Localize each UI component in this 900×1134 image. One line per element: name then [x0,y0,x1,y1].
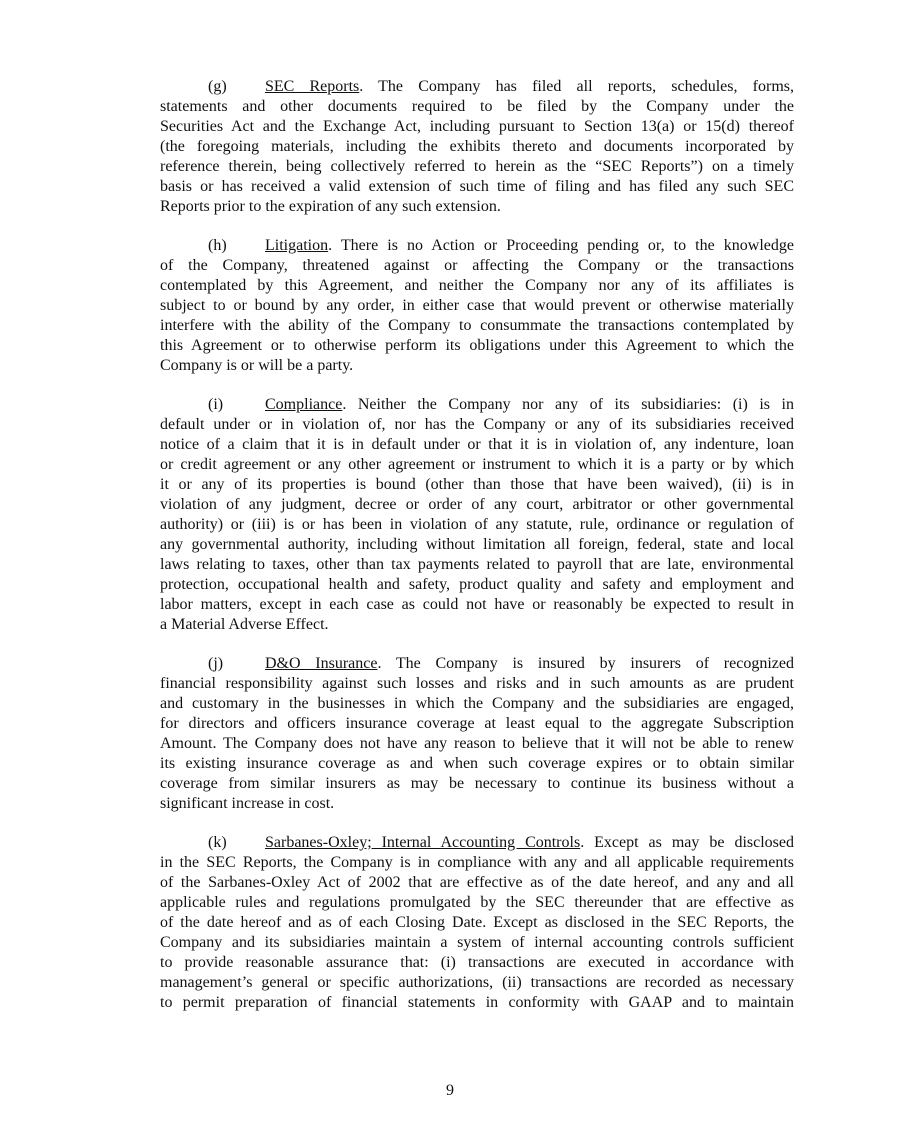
paragraph-line [160,395,794,415]
paragraph-line: (the foregoing materials, including the exhibits thereto and documents incorporated by [160,138,794,155]
paragraph-line: Company is or will be a party. [160,357,354,374]
paragraph-line: significant increase in cost. [160,795,335,812]
section-heading: D&O Insurance [265,655,378,672]
section-paragraph [160,654,794,814]
paragraph-line [160,236,794,256]
paragraph-line: labor matters, except in each case as could not have or reasonably be expected to result in [160,596,794,613]
paragraph-line: this Agreement or to otherwise perform its obligations under this Agreement to which the [160,337,794,354]
section-text: . There is no Action or Proceeding pending or, to the knowledge [328,237,794,254]
paragraph-line: and customary in the businesses in which the Company and the subsidiaries are engaged, [160,695,794,712]
paragraph-line: for directors and officers insurance coverage at least equal to the aggregate Subscription [160,715,794,732]
section-text: . The Company is insured by insurers of recognized [377,655,794,672]
section-heading: Litigation [265,237,329,254]
paragraph-line [160,77,794,97]
paragraph-line: violation of any judgment, decree or order of any court, arbitrator or other governmental [160,496,794,513]
section-paragraph [160,833,794,1013]
paragraph-line: to permit preparation of financial statements in conformity with GAAP and to maintain [160,994,794,1011]
paragraph-line: default under or in violation of, nor has the Company or any of its subsidiaries received [160,416,794,433]
paragraph-line: applicable rules and regulations promulgated by the SEC thereunder that are effective as [160,894,794,911]
paragraph-line: subject to or bound by any order, in either case that would prevent or otherwise materially [160,297,794,314]
paragraph-line: of the Sarbanes-Oxley Act of 2002 that are effective as of the date hereof, and any and all [160,874,794,891]
section-heading: Sarbanes-Oxley; Internal Accounting Controls [265,834,581,851]
paragraph-line: notice of a claim that it is in default under or that it is in violation of, any indenture, loan [160,436,794,453]
paragraph-line: its existing insurance coverage as and when such coverage expires or to obtain similar [160,755,794,772]
section-label: (j) [208,655,224,672]
paragraph-line: management’s general or specific authorizations, (ii) transactions are recorded as necessary [160,974,794,991]
paragraph-line: authority) or (iii) is or has been in violation of any statute, rule, ordinance or regulation of [160,516,794,533]
paragraph-line: of the Company, threatened against or affecting the Company or the transactions [160,257,794,274]
paragraph-line: any governmental authority, including without limitation all foreign, federal, state and local [160,536,794,553]
paragraph-line: protection, occupational health and safety, product quality and safety and employment and [160,576,794,593]
section-label: (k) [208,834,227,851]
page-number: 9 [446,1082,454,1099]
paragraph-line: coverage from similar insurers as may be necessary to continue its business without a [160,775,794,792]
section-label: (h) [208,237,227,254]
paragraph-line: Company and its subsidiaries maintain a system of internal accounting controls sufficient [160,934,794,951]
section-paragraph [160,395,794,635]
paragraph-line: of the date hereof and as of each Closing Date. Except as disclosed in the SEC Reports, the [160,914,794,931]
paragraph-line: it or any of its properties is bound (other than those that have been waived), (ii) is in [160,476,794,493]
paragraph-line: or credit agreement or any other agreement or instrument to which it is a party or by which [160,456,794,473]
paragraph-line: financial responsibility against such losses and risks and in such amounts as are prudent [160,675,794,692]
paragraph-line [160,833,794,853]
paragraph-line: reference therein, being collectively referred to herein as the “SEC Reports”) on a timely [160,158,794,175]
paragraph-line: Reports prior to the expiration of any such extension. [160,198,501,215]
section-label: (i) [208,396,224,413]
paragraph-line: laws relating to taxes, other than tax payments related to payroll that are late, environmental [160,556,794,573]
section-heading: Compliance [265,396,343,413]
paragraph-line: to provide reasonable assurance that: (i) transactions are executed in accordance with [160,954,794,971]
paragraph-line: contemplated by this Agreement, and neither the Company nor any of its affiliates is [160,277,794,294]
paragraph-line: Amount. The Company does not have any reason to believe that it will not be able to renew [160,735,794,752]
section-label: (g) [208,78,227,95]
paragraph-line: a Material Adverse Effect. [160,616,329,633]
paragraph-line: basis or has received a valid extension of such time of filing and has filed any such SEC [160,178,794,195]
section-paragraph [160,77,794,217]
section-text: . The Company has filed all reports, schedules, forms, [359,78,794,95]
paragraph-line [160,654,794,674]
section-text: . Neither the Company nor any of its subsidiaries: (i) is in [342,396,794,413]
paragraph-line: interfere with the ability of the Company to consummate the transactions contemplated by [160,317,794,334]
section-heading: SEC Reports [265,78,360,95]
section-paragraph [160,236,794,376]
paragraph-line: in the SEC Reports, the Company is in compliance with any and all applicable requirements [160,854,794,871]
section-text: . Except as may be disclosed [580,834,794,851]
document-body [160,77,794,1032]
paragraph-line: statements and other documents required to be filed by the Company under the [160,98,794,115]
paragraph-line: Securities Act and the Exchange Act, including pursuant to Section 13(a) or 15(d) thereof [160,118,794,135]
